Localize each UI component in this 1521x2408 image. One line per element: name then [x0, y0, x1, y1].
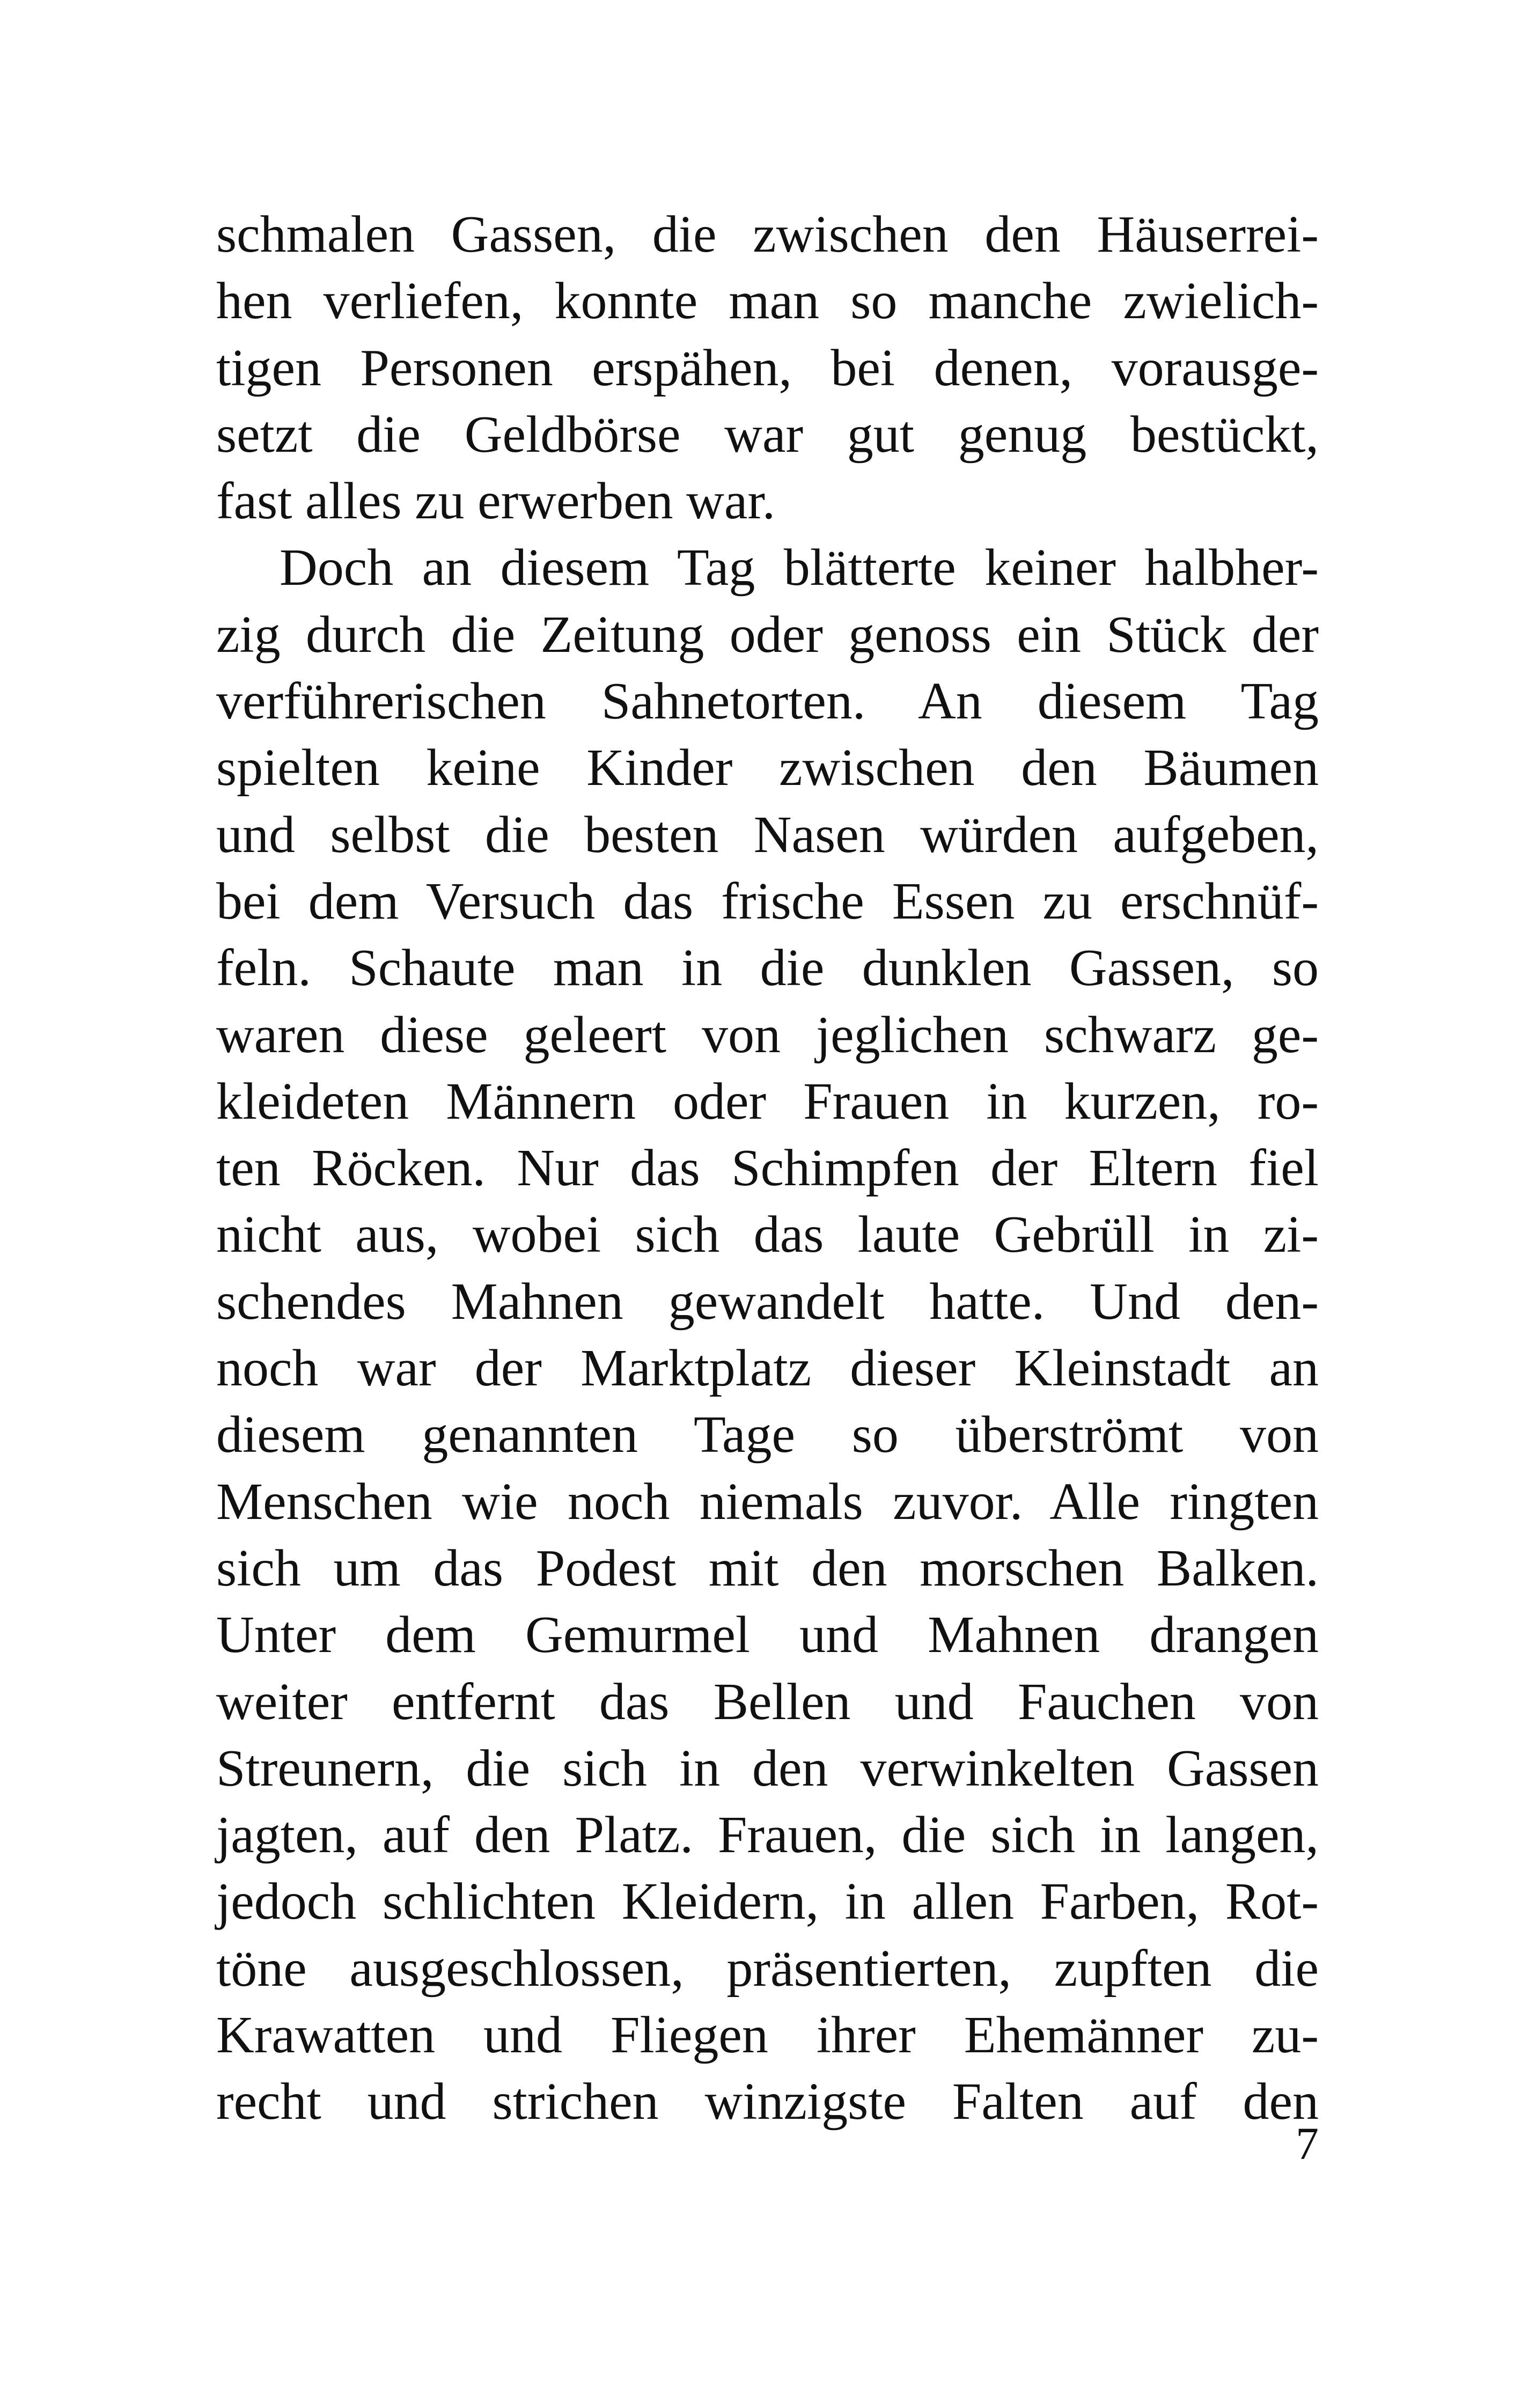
- text-line: und selbst die besten Nasen würden aufgeben,: [216, 805, 1319, 864]
- text-line: Doch an diesem Tag blätterte keiner halbher-: [280, 539, 1319, 597]
- text-line: weiter entfernt das Bellen und Fauchen von: [216, 1672, 1319, 1731]
- text-line: zig durch die Zeitung oder genoss ein Stück der: [216, 605, 1319, 664]
- text-line: bei dem Versuch das frische Essen zu erschnüf-: [216, 872, 1319, 930]
- text-line: noch war der Marktplatz dieser Kleinstadt an: [216, 1339, 1319, 1398]
- text-line: Streunern, die sich in den verwinkelten Gassen: [216, 1739, 1319, 1797]
- text-line: schendes Mahnen gewandelt hatte. Und den-: [216, 1272, 1319, 1331]
- text-line: töne ausgeschlossen, präsentierten, zupften die: [216, 1939, 1319, 1998]
- text-line: feln. Schaute man in die dunklen Gassen, so: [216, 939, 1319, 997]
- body-text: [216, 201, 1319, 2135]
- text-line: diesem genannten Tage so überströmt von: [216, 1406, 1319, 1464]
- text-line: hen verliefen, konnte man so manche zwielich-: [216, 272, 1319, 331]
- text-line: nicht aus, wobei sich das laute Gebrüll in zi-: [216, 1206, 1319, 1264]
- text-line: tigen Personen erspähen, bei denen, vorausge-: [216, 339, 1319, 397]
- text-line: recht und strichen winzigste Falten auf den: [216, 2073, 1319, 2131]
- page-number: 7: [1296, 2118, 1319, 2169]
- text-line: Krawatten und Fliegen ihrer Ehemänner zu-: [216, 2006, 1319, 2065]
- text-line: kleideten Männern oder Frauen in kurzen, ro-: [216, 1072, 1319, 1130]
- text-line: jedoch schlichten Kleidern, in allen Farben, Rot-: [216, 1873, 1319, 1931]
- text-line: schmalen Gassen, die zwischen den Häuserrei-: [216, 205, 1319, 263]
- text-line: sich um das Podest mit den morschen Balken.: [216, 1539, 1319, 1597]
- text-line: spielten keine Kinder zwischen den Bäumen: [216, 739, 1319, 797]
- text-line: verführerischen Sahnetorten. An diesem Tag: [216, 672, 1319, 731]
- text-line: ten Röcken. Nur das Schimpfen der Eltern fiel: [216, 1139, 1319, 1198]
- paragraph-2: [216, 534, 1319, 2135]
- text-line: jagten, auf den Platz. Frauen, die sich in langen,: [216, 1806, 1319, 1864]
- text-line: setzt die Geldbörse war gut genug bestückt,: [216, 405, 1319, 464]
- paragraph-1: [216, 201, 1319, 534]
- text-line: waren diese geleert von jeglichen schwarz ge-: [216, 1005, 1319, 1064]
- text-line: fast alles zu erwerben war.: [216, 472, 776, 531]
- text-line: Menschen wie noch niemals zuvor. Alle ringten: [216, 1472, 1319, 1531]
- text-line: Unter dem Gemurmel und Mahnen drangen: [216, 1606, 1319, 1664]
